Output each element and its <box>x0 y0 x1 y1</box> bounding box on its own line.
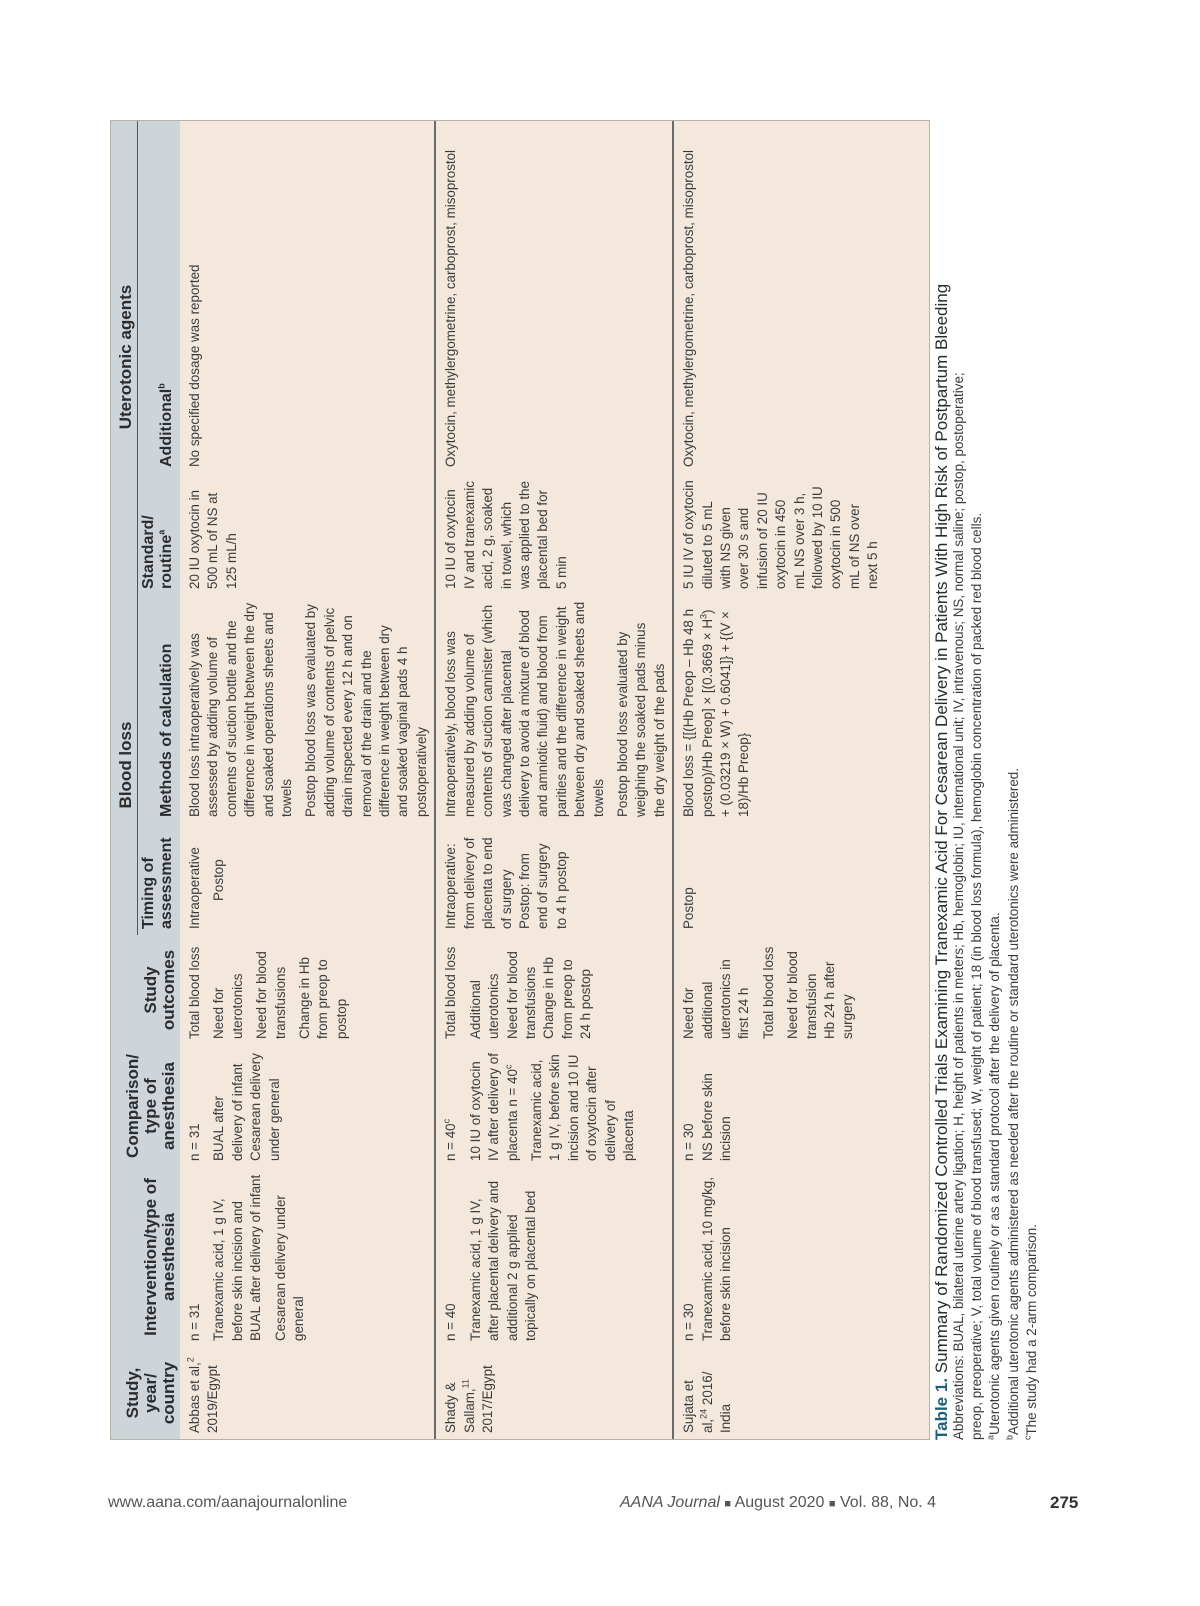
col-header-intervention-text: Intervention/type of anesthesia <box>141 1178 178 1336</box>
cell-line: Postop: from end of surgery to 4 h postop <box>516 843 569 929</box>
col-header-comparison-text: Comparison/ type of anesthesia <box>123 1054 178 1158</box>
cell-line: 20 IU oxytocin in 500 mL of NS at 125 mL/h <box>187 490 239 589</box>
cell-line: Need for uterotonics <box>211 973 245 1039</box>
footnote-text: The study had a 2-arm comparison. <box>1023 1224 1039 1436</box>
cell-study <box>435 1347 673 1439</box>
cell-line <box>699 1353 717 1433</box>
footer-journal <box>620 1494 936 1512</box>
cell-line: Tranexamic acid, 10 mg/kg, before skin incision <box>699 1177 733 1341</box>
cell-line: n = 31 <box>187 1303 202 1341</box>
col-header-timing: Timing of assessment <box>138 823 181 935</box>
cell-line: 5 IU IV of oxytocin diluted to 5 mL with NS given over 30 s and infusion of 20 IU oxytocin in 450 mL NS over 3 h, followed by 10 IU oxytocin in 500 mL of NS over next 5 h <box>681 480 881 589</box>
rotated-table-block <box>110 120 950 1440</box>
cell-line: Oxytocin, methylergometrine, carboprost, misoprostol <box>681 149 697 467</box>
footnote-marker: b <box>156 383 167 389</box>
reference-marker: 24 <box>698 1408 709 1419</box>
cell-line: NS before skin incision <box>699 1073 733 1161</box>
cell-line: Cesarean delivery under general <box>248 1053 282 1161</box>
caption-title <box>932 284 952 1440</box>
col-header-study-text: Study, year/ country <box>123 1361 178 1425</box>
cell-outcomes <box>673 935 885 1045</box>
study-year-country: 2019/Egypt <box>205 1365 221 1433</box>
col-header-additional <box>138 120 181 473</box>
table-caption <box>934 120 950 1440</box>
col-header-additional-text: Additional <box>158 388 175 467</box>
caption-label: Table 1. <box>932 1377 951 1440</box>
col-header-methods: Methods of calculation <box>138 595 181 823</box>
group-header-uterotonic: Uterotonic agents <box>111 120 138 595</box>
col-header-study <box>111 1347 180 1439</box>
formula-part: ) + (0.03219 × W) + 0.6041]} + {(V × 18)/Hb Preop} <box>699 609 752 817</box>
col-header-outcomes-text: Study outcomes <box>141 949 178 1031</box>
cell-timing <box>435 823 673 935</box>
cell-line: Blood loss intraoperatively was assessed by adding volume of contents of suction bottle and the difference in weight between the dry and soaked operations sheets and towels <box>187 602 295 817</box>
cell-line: Postop blood loss evaluated by weighing the soaked pads minus the dry weight of the pads <box>614 622 667 817</box>
cell-line: Tranexamic acid, 1 g IV, before skin incision and BUAL after delivery of infant <box>211 1174 264 1341</box>
footnotes-block <box>950 372 1200 1440</box>
footnote-marker: c <box>503 1064 514 1070</box>
col-header-standard-text: Standard/ routine <box>140 515 175 589</box>
cell-line: n = 30 <box>681 1123 697 1161</box>
cell-intervention <box>673 1167 885 1347</box>
cell-intervention <box>180 1167 435 1347</box>
cell-standard <box>673 473 885 595</box>
cell-line: Postop <box>211 859 227 901</box>
cell-comparison <box>673 1045 885 1167</box>
footnote-c <box>1023 120 1041 1440</box>
footnote-b <box>1005 120 1023 1440</box>
cell-line <box>442 1051 460 1161</box>
footnote-marker: b <box>1004 1434 1015 1440</box>
cell-standard <box>180 473 435 595</box>
study-author: al, <box>699 1418 715 1433</box>
abbreviations-line-1: Abbreviations: BUAL, bilateral uterine artery ligation; H, height of patients in meters; Hb, hemoglobin; IU, international unit; IV, intravenous; NS, normal saline; postop, postoperative; <box>951 372 966 1440</box>
group-header-blood-loss: Blood loss <box>111 595 138 935</box>
cell-text: 10 IU of oxytocin IV after delivery of placenta n = 40 <box>467 1053 520 1161</box>
col-header-standard <box>138 473 181 595</box>
table-row <box>180 120 435 1439</box>
cell-line: n = 30 <box>681 1303 697 1341</box>
trials-table <box>111 120 886 1439</box>
cell-timing <box>180 823 435 935</box>
cell-additional <box>673 120 885 473</box>
footnote-marker: c <box>1022 1435 1033 1440</box>
cell-line: Cesarean delivery under general <box>272 1195 307 1341</box>
footnote-a <box>986 120 1004 1440</box>
study-author: Abbas et al, <box>187 1362 202 1433</box>
table-header <box>111 120 180 1439</box>
cell-line: 10 IU of oxytocin IV and tranexamic acid, 2 g, soaked in towel, which was applied to the placental bed for 5 min <box>443 481 569 589</box>
cell-line: n = 31 <box>187 1123 202 1161</box>
volume-issue: Vol. 88, No. 4 <box>840 1494 937 1511</box>
cell-line: Need for blood transfusion <box>785 951 819 1039</box>
cell-line: Hb 24 h after surgery <box>822 961 856 1039</box>
bullet-separator: ■ <box>724 1498 732 1510</box>
study-author: Shady & <box>443 1382 459 1433</box>
cell-additional <box>180 120 435 473</box>
cell-line: Intraoperative <box>187 847 202 929</box>
blood-loss-formula <box>680 601 754 817</box>
cell-line: Total blood loss <box>187 946 202 1039</box>
footnote-marker: c <box>441 1118 452 1124</box>
cell-comparison <box>435 1045 673 1167</box>
study-year: 2016/ <box>699 1371 715 1406</box>
col-header-intervention <box>111 1167 180 1347</box>
cell-line <box>186 1353 204 1433</box>
cell-methods <box>673 595 885 823</box>
cell-line: Tranexamic acid, 1 g IV, before skin incision and 10 IU of oxytocin after delivery of placenta <box>528 1054 636 1161</box>
formula-part: Blood loss = {[(Hb Preop – Hb 48 h postop)/Hb Preop] × [(0.3669 × H <box>681 608 715 817</box>
table-row <box>673 120 885 1439</box>
study-author: Sallam, <box>461 1388 477 1433</box>
page-number: 275 <box>1050 1493 1079 1512</box>
cell-outcomes <box>180 935 435 1045</box>
cell-line: Total blood loss <box>443 946 459 1039</box>
col-header-outcomes <box>111 935 180 1045</box>
footnote-marker: a <box>156 529 167 535</box>
cell-line: Postop blood loss was evaluated by adding volume of contents of pelvic drain inspected every 12 h and on removal of the drain and the difference in weight between dry and soaked vaginal pads 4 h postoperatively <box>303 604 429 817</box>
study-author: Sujata et <box>681 1380 697 1433</box>
cell-line: n = 40 <box>443 1303 459 1341</box>
cell-line: Need for blood transfusions <box>504 951 538 1039</box>
cell-line <box>467 1051 522 1161</box>
exponent: 3 <box>698 613 709 619</box>
cell-standard <box>435 473 673 595</box>
cell-methods <box>435 595 673 823</box>
cell-line: Change in Hb from preop to postop <box>297 957 349 1039</box>
abbreviations-line-2: preop, preoperative; V, total volume of blood transfused; W, weight of patient; 18 (in blood loss formula), hemoglobin concentration of packed red blood cells. <box>969 513 985 1440</box>
cell-line: Postop <box>681 887 697 929</box>
cell-methods <box>180 595 435 823</box>
study-country: India <box>717 1403 733 1433</box>
cell-line: Intraoperative: from delivery of placenta to end of surgery <box>443 837 514 929</box>
cell-line: Need for blood transfusions <box>254 951 288 1039</box>
footnote-text: Uterotonic agents given routinely or as a standard protocol after the delivery of placenta. <box>987 912 1003 1435</box>
footnote-marker: a <box>985 1434 996 1440</box>
issue-date: August 2020 <box>734 1494 825 1511</box>
cell-line: Total blood loss <box>760 946 776 1039</box>
cell-intervention <box>435 1167 673 1347</box>
journal-name: AANA Journal <box>620 1494 720 1511</box>
footer-url[interactable]: www.aana.com/aanajournalonline <box>108 1494 348 1511</box>
footnote-text: Additional uterotonic agents administered as needed after the routine or standard uterotonics were administered. <box>1005 768 1021 1435</box>
cell-line: Oxytocin, methylergometrine, carboprost, misoprostol <box>443 149 459 467</box>
cell-study <box>180 1347 435 1439</box>
study-year-country: 2017/Egypt <box>480 1365 496 1433</box>
cell-study <box>673 1347 885 1439</box>
cell-outcomes <box>435 935 673 1045</box>
cell-line: Change in Hb from preop to 24 h postop <box>541 957 594 1039</box>
bullet-separator: ■ <box>828 1498 836 1510</box>
caption-title-text: Summary of Randomized Controlled Trials Examining Tranexamic Acid For Cesarean Delivery in Patients With High Risk of Postpartum Bleeding <box>932 283 951 1374</box>
cell-timing <box>673 823 885 935</box>
table-container <box>110 120 930 1440</box>
reference-marker: 11 <box>460 1379 471 1389</box>
cell-line: Additional uterotonics <box>467 973 502 1039</box>
cell-comparison <box>180 1045 435 1167</box>
cell-line: BUAL after delivery of infant <box>211 1063 245 1161</box>
cell-line: Need for additional uterotonics in first 24 h <box>681 959 752 1039</box>
cell-additional <box>435 120 673 473</box>
cell-line: Tranexamic acid, 1 g IV, after placental delivery and additional 2 g applied topically on placental bed <box>467 1180 538 1341</box>
cell-line: Intraoperatively, blood loss was measured by adding volume of contents of suction cannister (which was changed after placental delivery to avoid a mixture of blood and amniotic fluid) and blood from parities and the difference in weight between dry and soaked sheets and towels <box>443 601 606 817</box>
col-header-comparison <box>111 1045 180 1167</box>
cell-line <box>461 1353 479 1433</box>
table-row <box>435 120 673 1439</box>
cell-text: n = 40 <box>443 1123 459 1161</box>
reference-marker: 2 <box>185 1357 196 1363</box>
cell-line: No specified dosage was reported <box>187 264 202 467</box>
